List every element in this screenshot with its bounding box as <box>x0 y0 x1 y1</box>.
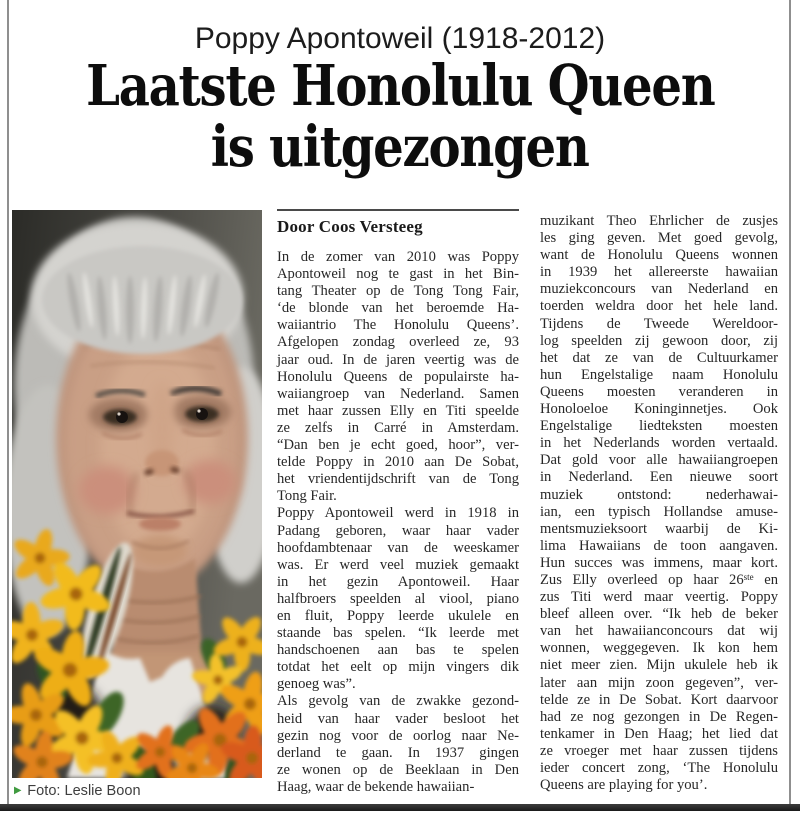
article-line: telde Poppy in 2010 aan De Sobat, <box>277 454 519 471</box>
article-line: want de Honolulu Queens wonnen <box>540 247 778 264</box>
portrait-photo <box>12 210 262 778</box>
article-line: later aan mijn zoon gegeven”, ver- <box>540 674 778 691</box>
article-line: Poppy Apontoweil werd in 1918 in <box>277 505 519 522</box>
article-line: Zus Elly overleed op haar 26ste en <box>540 571 778 588</box>
article-line: was. Er werd veel muziek gemaakt <box>277 556 519 573</box>
article-line: Haag, waar de bekende hawaiian- <box>277 778 475 795</box>
article-line: Queens are playing for you’. <box>540 777 708 794</box>
article-line: Queens moesten veranderen in <box>540 383 778 400</box>
caption-arrow-icon: ▶ <box>14 785 22 796</box>
article-line: had ze nog gezongen in De Regen- <box>540 708 778 725</box>
page-border-bottom <box>0 804 800 811</box>
article-line: Apontoweil nog te gast in het Bin- <box>277 266 519 283</box>
article-line: Tijdens de Tweede Wereldoor- <box>540 315 778 332</box>
headline-line-1: Laatste Honolulu Queen <box>85 53 715 119</box>
article-line: ‘de blonde van het beroemde Ha- <box>277 300 519 317</box>
article-line: muzikant Theo Ehrlicher de zusjes <box>540 213 778 229</box>
article-line: “Dan ben je echt goed, hoor”, ver- <box>277 437 519 454</box>
article-line: Dat gold voor alle hawaiiangroepen <box>540 452 778 469</box>
article-line: ieder concert zong, ‘The Honolulu <box>540 760 778 776</box>
article-line: Honolulu Queens de populairste ha- <box>277 368 519 385</box>
article-line: heid van haar vader besloot het <box>277 710 519 727</box>
article-line: hun Engelstalige naam Honolulu <box>540 366 778 383</box>
article-line: log speelden zij gewoon door, zij <box>540 332 778 349</box>
article-line: wonnen, weggegeven. Ik kon hem <box>540 640 778 657</box>
article-line: Tong Fair. <box>277 488 337 505</box>
article-line: totdat het eelt op mijn vingers dik <box>277 659 519 676</box>
article-line: telde ze in De Sobat. Kort daarvoor <box>540 691 778 708</box>
article-line: Engelstalige liedteksten moesten <box>540 418 778 435</box>
byline-rule <box>277 209 519 211</box>
article-column-1 <box>277 209 519 796</box>
article-line: gezin nog voor de oorlog naar Ne- <box>277 727 519 744</box>
article-line: zus Titi werd maar veertig. Poppy <box>540 589 778 606</box>
article-line: lima Hawaiians de toon aangaven. <box>540 537 778 554</box>
article-line: in 1939 het allereerste hawaiian <box>540 264 778 281</box>
article-line: In de zomer van 2010 was Poppy <box>277 249 519 265</box>
portrait-photo-illustration <box>12 210 262 778</box>
byline: Door Coos Versteeg <box>277 217 423 236</box>
headline-line-2: is uitgezongen <box>211 114 589 180</box>
article-column-2 <box>540 213 778 794</box>
article-line: les ging geven. Met goed gevolg, <box>540 230 778 247</box>
article-line: het vriendentijdschrift van de Tong <box>277 471 519 488</box>
article-line: Afgelopen zondag overleed ze, 93 <box>277 334 519 351</box>
article-line: staande bas spelen. “Ik leerde met <box>277 625 519 642</box>
article-line: Als gevolg van de zwakke gezond- <box>277 693 519 710</box>
article-line: ze zelfs in Carré in Amsterdam. <box>277 419 519 436</box>
photo-caption <box>14 782 141 802</box>
article-line: genoeg was”. <box>277 676 356 693</box>
article-line: ze wonen op de Beeklaan in Den <box>277 761 519 778</box>
kicker: Poppy Apontoweil (1918-2012) <box>194 22 606 55</box>
article-line: het dat ze van de Cultuurkamer <box>540 349 778 366</box>
article-line: en fluit, Poppy leerde ukulele en <box>277 607 519 624</box>
article-line: derland te gaan. In 1937 gingen <box>277 744 519 761</box>
article-line: ze vroeger met haar zussen tijdens <box>540 742 778 759</box>
caption-text: Foto: Leslie Boon <box>27 782 141 799</box>
article-line: van het hawaiianconcours dat wij <box>540 623 778 640</box>
column2-text <box>540 213 778 794</box>
article-line: handschoenen aan bas te spelen <box>277 642 519 659</box>
article-line: hoofdambtenaar van de weeskamer <box>277 539 519 556</box>
article-line: met haar zussen Elly en Titi speelde <box>277 402 519 419</box>
article-line: muziekconcours van Nederland en <box>540 281 778 298</box>
article-line: Hun succes was immens, maar kort. <box>540 554 778 571</box>
article-line: toerden weldra door het hele land. <box>540 298 778 315</box>
article-line: ian, een typisch Hollandse amuse- <box>540 503 778 520</box>
article-line: waiiantrio The Honolulu Queens’. <box>277 317 519 334</box>
article-line: tenkamer in Den Haag; het lied dat <box>540 725 778 742</box>
article-line: jaar oud. In de jaren veertig was de <box>277 351 519 368</box>
article-line: mentsmuzieksoort waarbij de Ki- <box>540 520 778 537</box>
article-line: Honoloeloe Koninginnetjes. Ook <box>540 401 778 418</box>
article-line: in het Nederlands worden vertaald. <box>540 435 778 452</box>
article-line: bleef alleen over. “Ik heb de beker <box>540 606 778 623</box>
headline <box>0 53 800 180</box>
article-line: niet meer zien. Mijn ukulele heb ik <box>540 657 778 674</box>
article-line: muziek ontstond: nederhawai- <box>540 486 778 503</box>
article-line: Padang geboren, waar haar vader <box>277 522 519 539</box>
article-line: waiiangroep van Nederland. Samen <box>277 385 519 402</box>
article-line: tang Theater op de Tong Tong Fair, <box>277 283 519 300</box>
article-line: in Nederland. Een nieuwe soort <box>540 469 778 486</box>
article-line: halfbroers speelden al viool, piano <box>277 590 519 607</box>
column1-text <box>277 249 519 796</box>
article-line: in het gezin Apontoweil. Haar <box>277 573 519 590</box>
